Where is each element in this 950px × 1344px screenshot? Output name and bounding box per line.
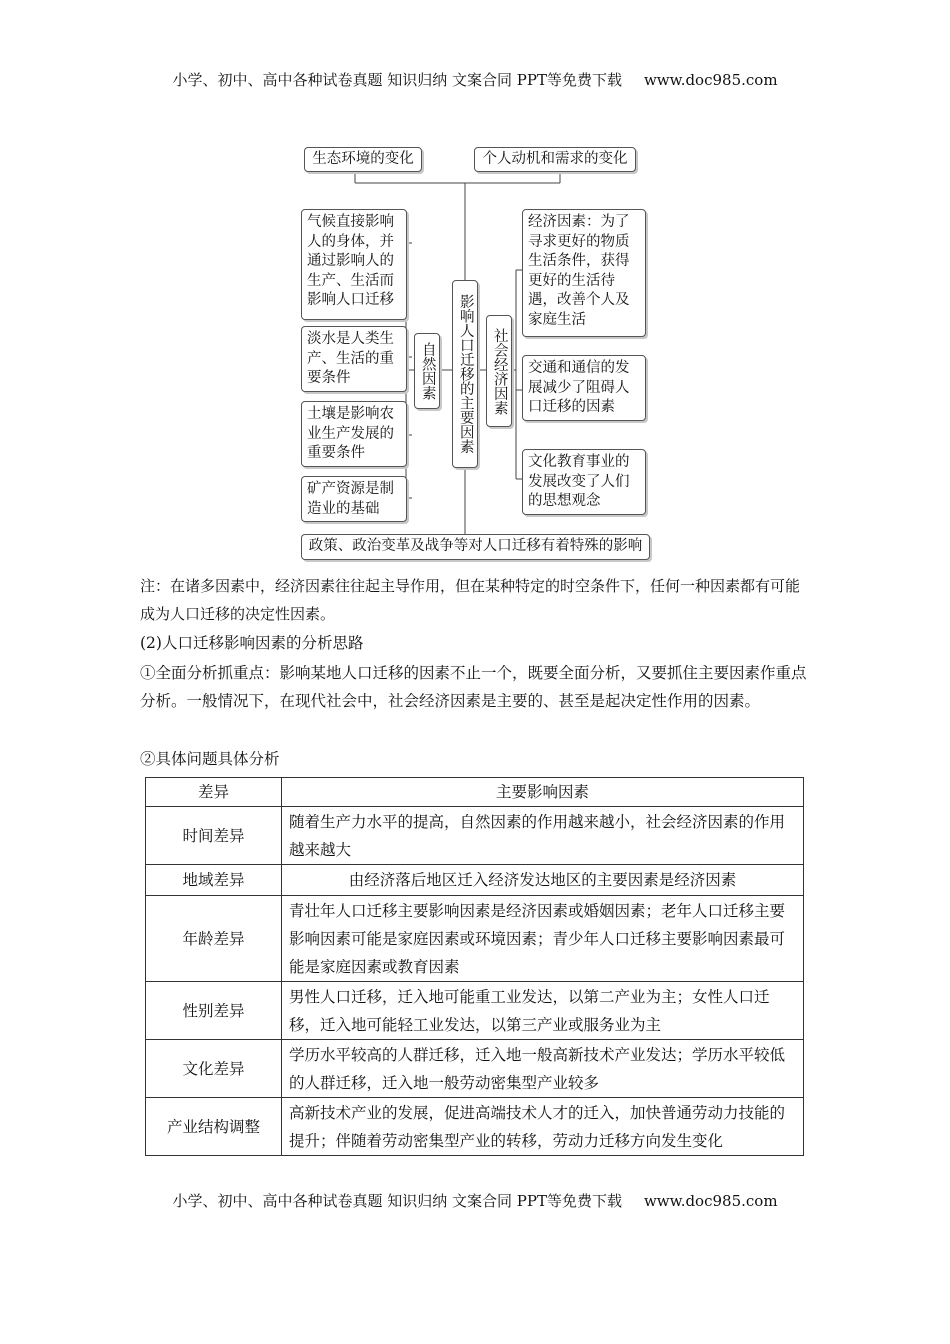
diagram-economic-box: 经济因素：为了寻求更好的物质生活条件，获得更好的生活待遇，改善个人及家庭生活 [522,209,646,337]
migration-factors-diagram [290,140,660,565]
footer-text: 小学、初中、高中各种试卷真题 知识归纳 文案合同 PPT等免费下载 [172,1192,622,1210]
diagram-soil-box: 土壤是影响农业生产发展的重要条件 [301,401,407,467]
table-cell-type: 地域差异 [146,865,282,896]
table-cell-type: 性别差异 [146,982,282,1040]
table-cell-factor: 男性人口迁移，迁入地可能重工业发达，以第二产业为主；女性人口迁移，迁入地可能轻工业发达，以第三产业或服务业为主 [282,982,804,1040]
diagram-policy-box: 政策、政治变革及战争等对人口迁移有着特殊的影响 [301,534,650,560]
diagram-motivation-box: 个人动机和需求的变化 [474,147,636,172]
header-text: 小学、初中、高中各种试卷真题 知识归纳 文案合同 PPT等免费下载 [172,71,622,89]
diagram-social-factors-label: 社会经济因素 [486,315,512,427]
diagram-center-label: 影响人口迁移的主要因素 [452,280,478,468]
table-cell-factor: 青壮年人口迁移主要影响因素是经济因素或婚姻因素；老年人口迁移主要影响因素可能是家庭因素或环境因素；青少年人口迁移主要影响因素最可能是家庭因素或教育因素 [282,896,804,982]
diagram-natural-factors-label: 自然因素 [414,333,440,409]
page-header [0,69,950,90]
table-cell-type: 时间差异 [146,807,282,865]
note-text: 注：在诸多因素中，经济因素往往起主导作用，但在某种特定的时空条件下，任何一种因素都有可能成为人口迁移的决定性因素。 [140,577,801,623]
footer-url[interactable]: www.doc985.com [643,1192,778,1210]
table-cell-factor: 由经济落后地区迁入经济发达地区的主要因素是经济因素 [282,865,804,896]
table-row [146,896,804,982]
point1-text: ①全面分析抓重点：影响某地人口迁移的因素不止一个，既要全面分析，又要抓住主要因素作重点分析。一般情况下，在现代社会中，社会经济因素是主要的、甚至是起决定性作用的因素。 [140,664,807,710]
table-cell-type: 文化差异 [146,1040,282,1098]
table-row [146,982,804,1040]
factor-table [145,777,804,1156]
diagram-ecology-box: 生态环境的变化 [304,147,422,172]
table-row [146,1040,804,1098]
diagram-freshwater-box: 淡水是人类生产、生活的重要条件 [301,326,407,392]
table-row [146,807,804,865]
table-row [146,865,804,896]
diagram-transport-box: 交通和通信的发展减少了阻碍人口迁移的因素 [522,355,646,421]
diagram-education-box: 文化教育事业的发展改变了人们的思想观念 [522,449,646,515]
page-footer [0,1190,950,1211]
table-row [146,1098,804,1156]
table-cell-factor: 学历水平较高的人群迁移，迁入地一般高新技术产业发达；学历水平较低的人群迁移，迁入地一般劳动密集型产业较多 [282,1040,804,1098]
table-cell-factor: 随着生产力水平的提高，自然因素的作用越来越小，社会经济因素的作用越来越大 [282,807,804,865]
point2-text: ②具体问题具体分析 [140,750,280,768]
table-header-row [146,778,804,807]
table-cell-factor: 高新技术产业的发展，促进高端技术人才的迁入，加快普通劳动力技能的提升；伴随着劳动密集型产业的转移，劳动力迁移方向发生变化 [282,1098,804,1156]
table-header-type: 差异 [146,778,282,807]
table-header-factor: 主要影响因素 [282,778,804,807]
diagram-climate-box: 气候直接影响人的身体，并通过影响人的生产、生活而影响人口迁移 [301,209,407,320]
diagram-mineral-box: 矿产资源是制造业的基础 [301,476,407,522]
section2-title: (2)人口迁移影响因素的分析思路 [140,634,364,652]
header-url[interactable]: www.doc985.com [643,71,778,89]
table-cell-type: 年龄差异 [146,896,282,982]
table-cell-type: 产业结构调整 [146,1098,282,1156]
